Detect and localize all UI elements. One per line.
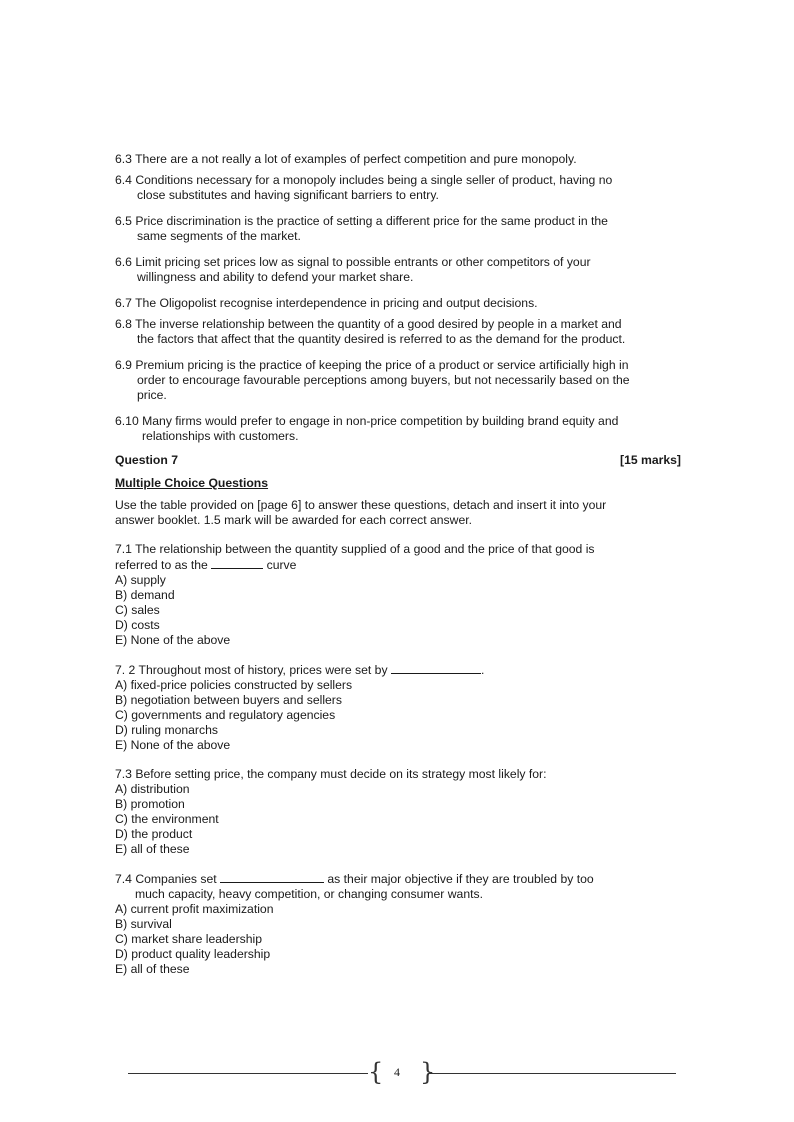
mcq-option: A) supply [115,573,166,587]
statement-6-9 [115,358,681,403]
mcq-option: E) all of these [115,842,190,856]
statement-6-7 [115,296,681,311]
statement-6-10 [115,414,681,444]
mcq-option: D) the product [115,827,193,841]
mcq-option: A) fixed-price policies constructed by sellers [115,678,353,692]
mcq-7-2 [115,662,681,753]
stem-text: curve [266,558,297,572]
mcq-option: C) sales [115,603,160,617]
mcq-stem-continuation: much capacity, heavy competition, or changing consumer wants. [135,887,483,901]
statement-continuation: close substitutes and having significant barriers to entry. [137,188,439,202]
mcq-7-4 [115,871,681,977]
answer-blank [220,871,324,883]
mcq-stem: 7.3 Before setting price, the company must decide on its strategy most likely for: [115,767,547,781]
instructions-line: answer booklet. 1.5 mark will be awarded for each correct answer. [115,513,472,527]
footer-rule-left [128,1073,368,1074]
question-7-header [115,453,681,468]
mcq-stem [115,662,681,678]
right-brace-icon: } [420,1058,436,1086]
statement-continuation: same segments of the market. [137,229,301,243]
mcq-option: B) survival [115,917,172,931]
mcq-option: B) promotion [115,797,185,811]
mcq-option: C) governments and regulatory agencies [115,708,336,722]
statement-text: 6.10 Many firms would prefer to engage in non-price competition by building brand equity and [115,414,619,428]
statement-text: 6.5 Price discrimination is the practice of setting a different price for the same product in the [115,214,608,228]
statement-continuation: relationships with customers. [142,429,299,443]
statement-6-4 [115,173,681,203]
question-marks: [15 marks] [620,453,681,467]
mcq-option: E) None of the above [115,633,231,647]
statement-continuation: willingness and ability to defend your market share. [137,270,414,284]
mcq-option: A) current profit maximization [115,902,274,916]
footer-rule-right [428,1073,676,1074]
page-footer [128,1058,676,1088]
mcq-option: D) product quality leadership [115,947,271,961]
question-title: Question 7 [115,453,178,467]
statement-text: 6.7 The Oligopolist recognise interdependence in pricing and output decisions. [115,296,538,310]
section-6-list [115,152,681,444]
instructions-line: Use the table provided on [page 6] to answer these questions, detach and insert it into your [115,498,607,512]
mcq-option: C) market share leadership [115,932,262,946]
statement-6-6 [115,255,681,285]
stem-text: referred to as the [115,558,208,572]
mcq-option: D) ruling monarchs [115,723,218,737]
mcq-option: D) costs [115,618,160,632]
mcq-7-3 [115,767,681,857]
statement-6-5 [115,214,681,244]
page-number: 4 [394,1065,400,1079]
statement-6-8 [115,317,681,347]
mcq-option: E) None of the above [115,738,231,752]
answer-blank [211,557,263,569]
mcq-option: C) the environment [115,812,219,826]
statement-continuation: price. [137,388,167,402]
answer-blank [391,662,481,674]
page-content [115,152,681,977]
instructions [115,498,681,528]
statement-text: 6.9 Premium pricing is the practice of keeping the price of a product or service artificially high in [115,358,629,372]
mcq-stem-line2 [115,557,681,573]
statement-text: 6.6 Limit pricing set prices low as signal to possible entrants or other competitors of your [115,255,591,269]
statement-continuation: the factors that affect that the quantity desired is referred to as the demand for the product. [137,332,626,346]
stem-text: . [480,663,485,677]
statement-text: 6.4 Conditions necessary for a monopoly includes being a single seller of product, having no [115,173,613,187]
statement-6-3 [115,152,681,167]
left-brace-icon: { [368,1058,384,1086]
stem-text: 7. 2 Throughout most of history, prices were set by [115,663,388,677]
mcq-stem: 7.1 The relationship between the quantity supplied of a good and the price of that good is [115,542,595,556]
mcq-option: A) distribution [115,782,190,796]
mcq-option: B) negotiation between buyers and sellers [115,693,342,707]
stem-text: 7.4 Companies set [115,872,217,886]
statement-continuation: order to encourage favourable perceptions among buyers, but not necessarily based on the [137,373,630,387]
mcq-stem [115,871,681,887]
mcq-7-1 [115,542,681,648]
statement-text: 6.8 The inverse relationship between the quantity of a good desired by people in a market and [115,317,622,331]
statement-text: 6.3 There are a not really a lot of examples of perfect competition and pure monopoly. [115,152,577,166]
stem-text: as their major objective if they are troubled by too [327,872,594,886]
mcq-option: E) all of these [115,962,190,976]
mcq-option: B) demand [115,588,175,602]
mcq-heading: Multiple Choice Questions [115,476,269,490]
